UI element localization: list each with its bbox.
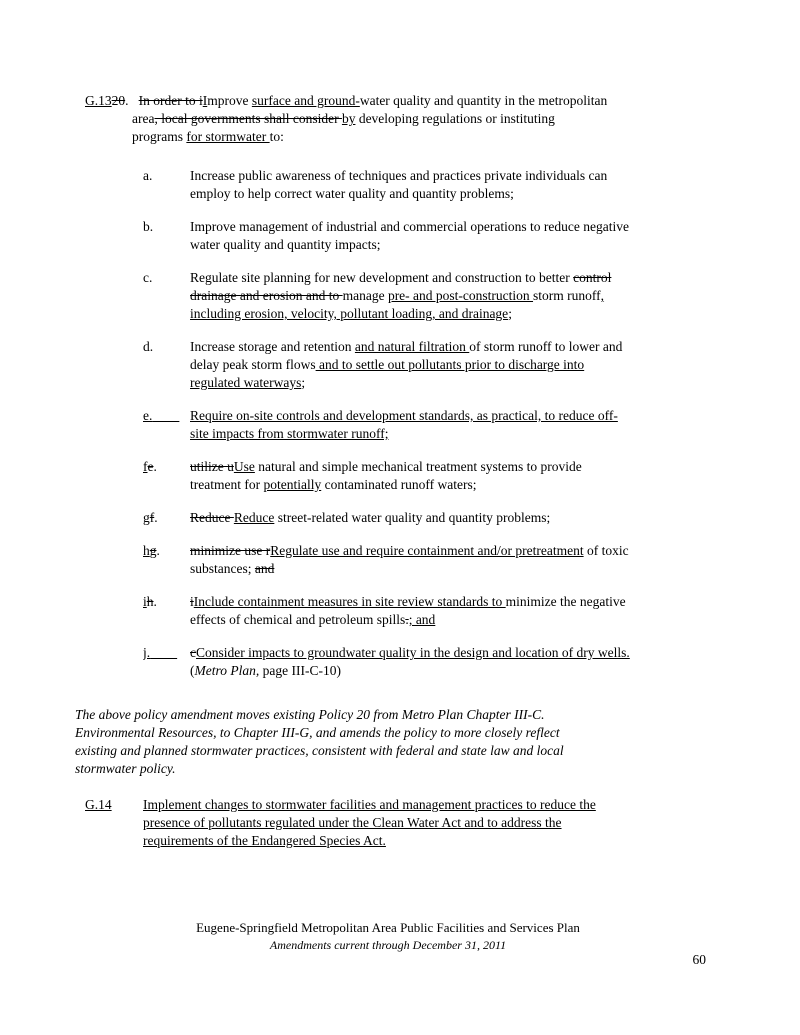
policy-item-text-f: utilize uUse natural and simple mechanical treatment systems to provide treatment for potentially contaminated runoff waters; <box>190 459 582 492</box>
policy-item-label-a: a. <box>143 168 153 183</box>
page-number: 60 <box>692 952 706 967</box>
policy-item-text-h: minimize use rRegulate use and require containment and/or pretreatment of toxic substances; and <box>190 543 629 576</box>
policy-g14-text: Implement changes to stormwater facilities and management practices to reduce the presence of pollutants regulated under the Clean Water Act and to address the requirements of the Endangered Species Act. <box>143 797 596 848</box>
policy-item-e <box>143 407 800 443</box>
policy-item-label-i: ih. <box>143 594 157 609</box>
amendment-note: The above policy amendment moves existing Policy 20 from Metro Plan Chapter III-C. Environmental Resources, to Chapter III-G, and amends the policy to more closely reflect existing and planned stormwater practices, consistent with federal and state law and local stormwater policy. <box>75 707 564 776</box>
policy-item-a <box>143 167 800 203</box>
policy-item-text-j: cConsider impacts to groundwater quality in the design and location of dry wells. (Metro Plan, page III-C-10) <box>190 645 630 678</box>
policy-item-text-g: Reduce Reduce street-related water quality and quantity problems; <box>190 510 551 525</box>
policy-item-text-a: Increase public awareness of techniques and practices private individuals can employ to help correct water quality and quantity problems; <box>190 168 608 201</box>
policy-item-text-c: Regulate site planning for new development and construction to better control drainage and erosion and to manage pre- and post-construction storm runoff, including erosion, velocity, pollutant loading, and drainage; <box>190 270 612 321</box>
footer-subtitle: Amendments current through December 31, 2011 <box>269 938 507 952</box>
policy-item-f <box>143 458 800 494</box>
policy-item-label-b: b. <box>143 219 154 234</box>
policy-item-text-i: iInclude containment measures in site review standards to minimize the negative effects of chemical and petroleum spills.; and <box>190 594 626 627</box>
policy-g13-items <box>143 167 800 680</box>
policy-item-label-g: gf. <box>143 510 158 525</box>
policy-item-h <box>143 542 800 578</box>
page-content <box>0 92 800 850</box>
policy-g14-label: G.14 <box>85 797 112 812</box>
policy-item-text-b: Improve management of industrial and commercial operations to reduce negative water quality and quantity impacts; <box>190 219 629 252</box>
policy-item-i <box>143 593 800 629</box>
policy-g14 <box>85 796 800 850</box>
policy-item-label-d: d. <box>143 339 154 354</box>
policy-item-label-c: c. <box>143 270 153 285</box>
policy-item-d <box>143 338 800 392</box>
policy-item-c <box>143 269 800 323</box>
policy-item-j <box>143 644 800 680</box>
policy-item-label-h: hg. <box>143 543 160 558</box>
footer-title: Eugene-Springfield Metropolitan Area Public Facilities and Services Plan <box>196 920 580 935</box>
policy-item-text-d: Increase storage and retention and natural filtration of storm runoff to lower and delay peak storm flows and to settle out pollutants prior to discharge into regulated waterways; <box>190 339 623 390</box>
policy-item-label-f: fe. <box>143 459 157 474</box>
policy-item-g <box>143 509 800 527</box>
policy-item-b <box>143 218 800 254</box>
policy-item-label-e: e. <box>143 408 153 423</box>
policy-item-label-j: j. <box>143 645 151 660</box>
policy-g13-heading: G.1320. In order to iImprove surface and ground-water quality and quantity in the metropolitan area, local governments shall consider by developing regulations or instituting programs for stormwater to: <box>85 93 608 144</box>
policy-item-text-e: Require on-site controls and development standards, as practical, to reduce off- site impacts from stormwater runoff; <box>190 408 618 441</box>
